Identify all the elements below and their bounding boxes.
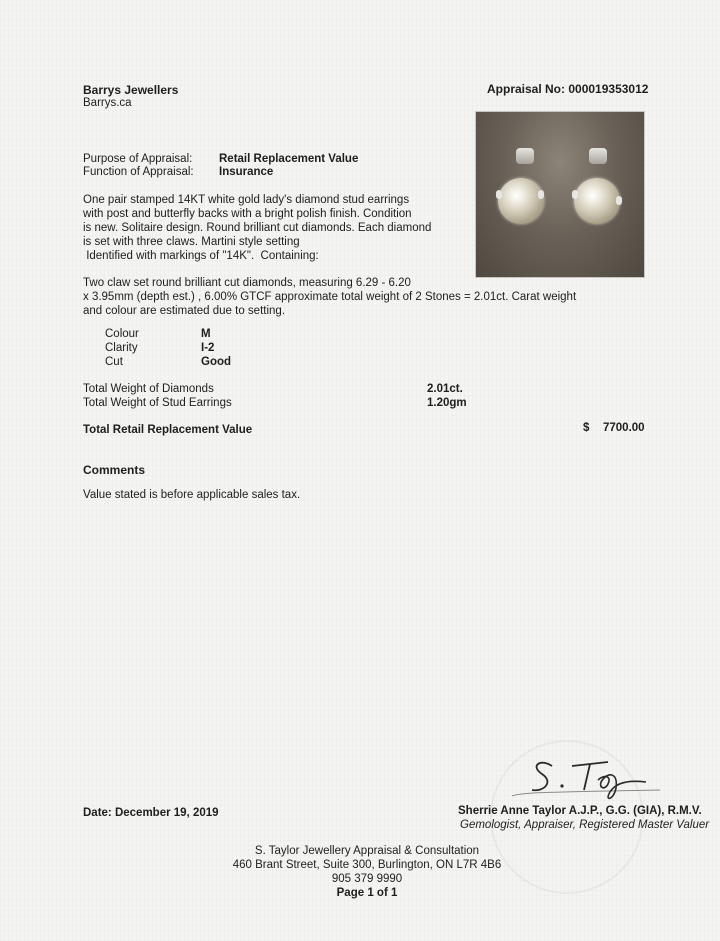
- purpose-label: Purpose of Appraisal:: [83, 153, 193, 165]
- function-value: Insurance: [219, 166, 274, 178]
- function-label: Function of Appraisal:: [83, 166, 194, 178]
- earrings-photo: [475, 111, 645, 278]
- diamond-description: [83, 276, 576, 318]
- comments-heading: Comments: [83, 463, 146, 477]
- appraisal-number: Appraisal No: 000019353012: [487, 82, 649, 96]
- diamond-weight-label: Total Weight of Diamonds: [83, 383, 214, 395]
- description-line: is set with three claws. Martini style setting: [83, 236, 300, 248]
- clarity-label: Clarity: [105, 342, 138, 354]
- colour-value: M: [201, 328, 211, 340]
- company-name: Barrys Jewellers: [83, 83, 179, 97]
- stud-weight-label: Total Weight of Stud Earrings: [83, 397, 232, 409]
- clarity-value: I-2: [201, 342, 215, 354]
- description-line: with post and butterfly backs with a bright polish finish. Condition: [83, 208, 412, 220]
- purpose-value: Retail Replacement Value: [219, 153, 359, 165]
- left-diamond-stud: [498, 178, 544, 224]
- appraiser-title: Gemologist, Appraiser, Registered Master Valuer: [460, 819, 710, 831]
- page-number: Page 1 of 1: [336, 887, 398, 899]
- right-diamond-stud: [574, 178, 620, 224]
- description-line: is new. Solitaire design. Round brilliant cut diamonds. Each diamond: [83, 222, 432, 234]
- appraisal-date: Date: December 19, 2019: [83, 807, 219, 819]
- stud-weight-value: 1.20gm: [427, 397, 467, 409]
- total-value-amount: 7700.00: [603, 422, 645, 434]
- footer-address: 460 Brant Street, Suite 300, Burlington, ON L7R 4B6: [232, 859, 502, 871]
- footer-business: S. Taylor Jewellery Appraisal & Consultation: [254, 845, 480, 857]
- item-description: [83, 193, 431, 263]
- total-value-label: Total Retail Replacement Value: [83, 424, 253, 436]
- company-website: Barrys.ca: [83, 97, 132, 109]
- appraiser-name: Sherrie Anne Taylor A.J.P., G.G. (GIA), R.M.V.: [458, 805, 702, 817]
- comments-text: Value stated is before applicable sales tax.: [83, 489, 301, 501]
- cut-label: Cut: [105, 356, 123, 368]
- cut-value: Good: [201, 356, 232, 368]
- colour-label: Colour: [105, 328, 139, 340]
- diamond-description-line: Two claw set round brilliant cut diamonds, measuring 6.29 - 6.20: [83, 277, 411, 289]
- description-line: One pair stamped 14KT white gold lady's diamond stud earrings: [83, 194, 410, 206]
- diamond-description-line: and colour are estimated due to setting.: [83, 305, 286, 317]
- footer: [0, 844, 720, 900]
- footer-phone: 905 379 9990: [331, 873, 403, 885]
- total-currency: $: [583, 422, 590, 434]
- appraiser-signature: [500, 752, 665, 800]
- diamond-weight-value: 2.01ct.: [427, 383, 463, 395]
- diamond-description-line: x 3.95mm (depth est.) , 6.00% GTCF approximate total weight of 2 Stones = 2.01ct. Carat weight: [83, 291, 577, 303]
- description-line: Identified with markings of "14K". Containing:: [83, 250, 319, 262]
